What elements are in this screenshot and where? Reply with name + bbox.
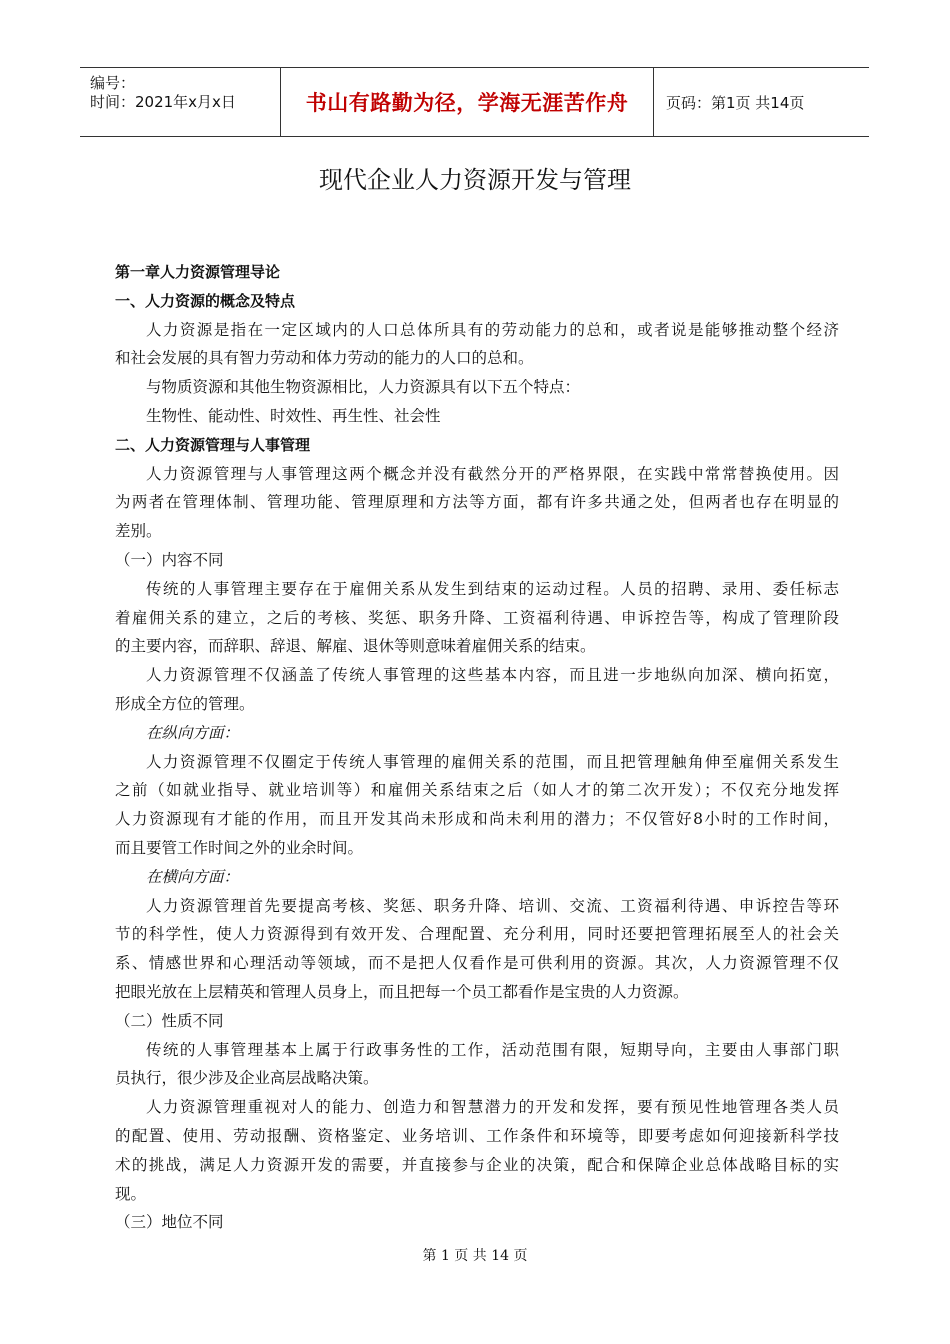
document-date-label: 时间：2021年x月x日 [90,93,236,111]
text-line: （一）内容不同 [115,550,224,569]
text-line: 系、情感世界和心理活动等领域，而不是把人仅看作是可供利用的资源。其次，人力资源管理不仅 [115,954,839,973]
page-footer: 第 1 页 共 14 页 [422,1248,528,1264]
header-motto-cell [281,68,654,136]
text-line: 人力资源管理重视对人的能力、创造力和智慧潜力的开发和发挥，要有预见性地管理各类人员 [146,1098,839,1117]
text-line: 之前（如就业指导、就业培训等）和雇佣关系结束之后（如人才的第二次开发）；不仅充分地发挥 [115,781,839,800]
text-line: 而且要管工作时间之外的业余时间。 [115,838,364,857]
text-line: 人力资源管理首先要提高考核、奖惩、职务升降、培训、交流、工资福利待遇、申诉控告等环 [146,896,839,915]
text-line: 人力资源现有才能的作用，而且开发其尚未形成和尚未利用的潜力；不仅管好8小时的工作时间， [115,810,839,829]
text-line: 的主要内容，而辞职、辞退、解雇、退休等则意味着雇佣关系的结束。 [115,637,596,656]
text-line: 二、人力资源管理与人事管理 [115,435,311,454]
document-title: 现代企业人力资源开发与管理 [319,166,631,194]
text-line: 与物质资源和其他生物资源相比，人力资源具有以下五个特点： [146,378,581,397]
text-line: 着雇佣关系的建立，之后的考核、奖惩、职务升降、工资福利待遇、申诉控告等，构成了管理阶段 [115,608,839,627]
text-line: 术的挑战，满足人力资源开发的需要，并直接参与企业的决策，配合和保障企业总体战略目标的实 [115,1155,839,1174]
text-line: 的配置、使用、劳动报酬、资格鉴定、业务培训、工作条件和环境等，即要考虑如何迎接新科学技 [115,1126,839,1145]
text-line: 人力资源管理不仅圈定于传统人事管理的雇佣关系的范围，而且把管理触角伸至雇佣关系发生 [146,752,839,771]
text-line: 为两者在管理体制、管理功能、管理原理和方法等方面，都有许多共通之处，但两者也存在明显的 [115,493,839,512]
text-line: 在纵向方面： [146,723,240,742]
text-line: 一、人力资源的概念及特点 [115,291,296,310]
text-line: 和社会发展的具有智力劳动和体力劳动的能力的人口的总和。 [115,349,534,368]
text-line: 形成全方位的管理。 [115,694,255,713]
text-line: 生物性、能动性、时效性、再生性、社会性 [146,406,441,425]
text-line: （二）性质不同 [115,1011,224,1030]
document-number-label: 编号： [90,74,136,92]
text-line: 传统的人事管理基本上属于行政事务性的工作，活动范围有限，短期导向，主要由人事部门职 [146,1040,839,1059]
text-line: 节的科学性，使人力资源得到有效开发、合理配置、充分利用，同时还要把管理拓展至人的社会关 [115,925,839,944]
text-line: 人力资源是指在一定区域内的人口总体所具有的劳动能力的总和，或者说是能够推动整个经济 [146,320,839,339]
text-line: 人力资源管理不仅涵盖了传统人事管理的这些基本内容，而且进一步地纵向加深、横向拓宽， [146,666,839,685]
text-line: 现。 [115,1184,147,1203]
text-line: 在横向方面： [146,867,240,886]
header-page-code: 页码：第1页 共14页 [666,93,805,112]
header-page-cell [654,68,869,136]
text-line: 人力资源管理与人事管理这两个概念并没有截然分开的严格界限，在实践中常常替换使用。因 [146,464,839,483]
text-line: 员执行，很少涉及企业高层战略决策。 [115,1069,379,1088]
text-line: 差别。 [115,522,162,541]
document-body [115,258,839,1237]
header-left-cell [80,68,281,136]
text-line: 传统的人事管理主要存在于雇佣关系从发生到结束的运动过程。人员的招聘、录用、委任标志 [146,579,839,598]
text-line: 把眼光放在上层精英和管理人员身上，而且把每一个员工都看作是宝贵的人力资源。 [115,982,689,1001]
text-line: 第一章人力资源管理导论 [115,263,281,281]
header-motto: 书山有路勤为径，学海无涯苦作舟 [305,91,629,115]
header-table [80,67,869,137]
text-line: （三）地位不同 [115,1213,224,1232]
